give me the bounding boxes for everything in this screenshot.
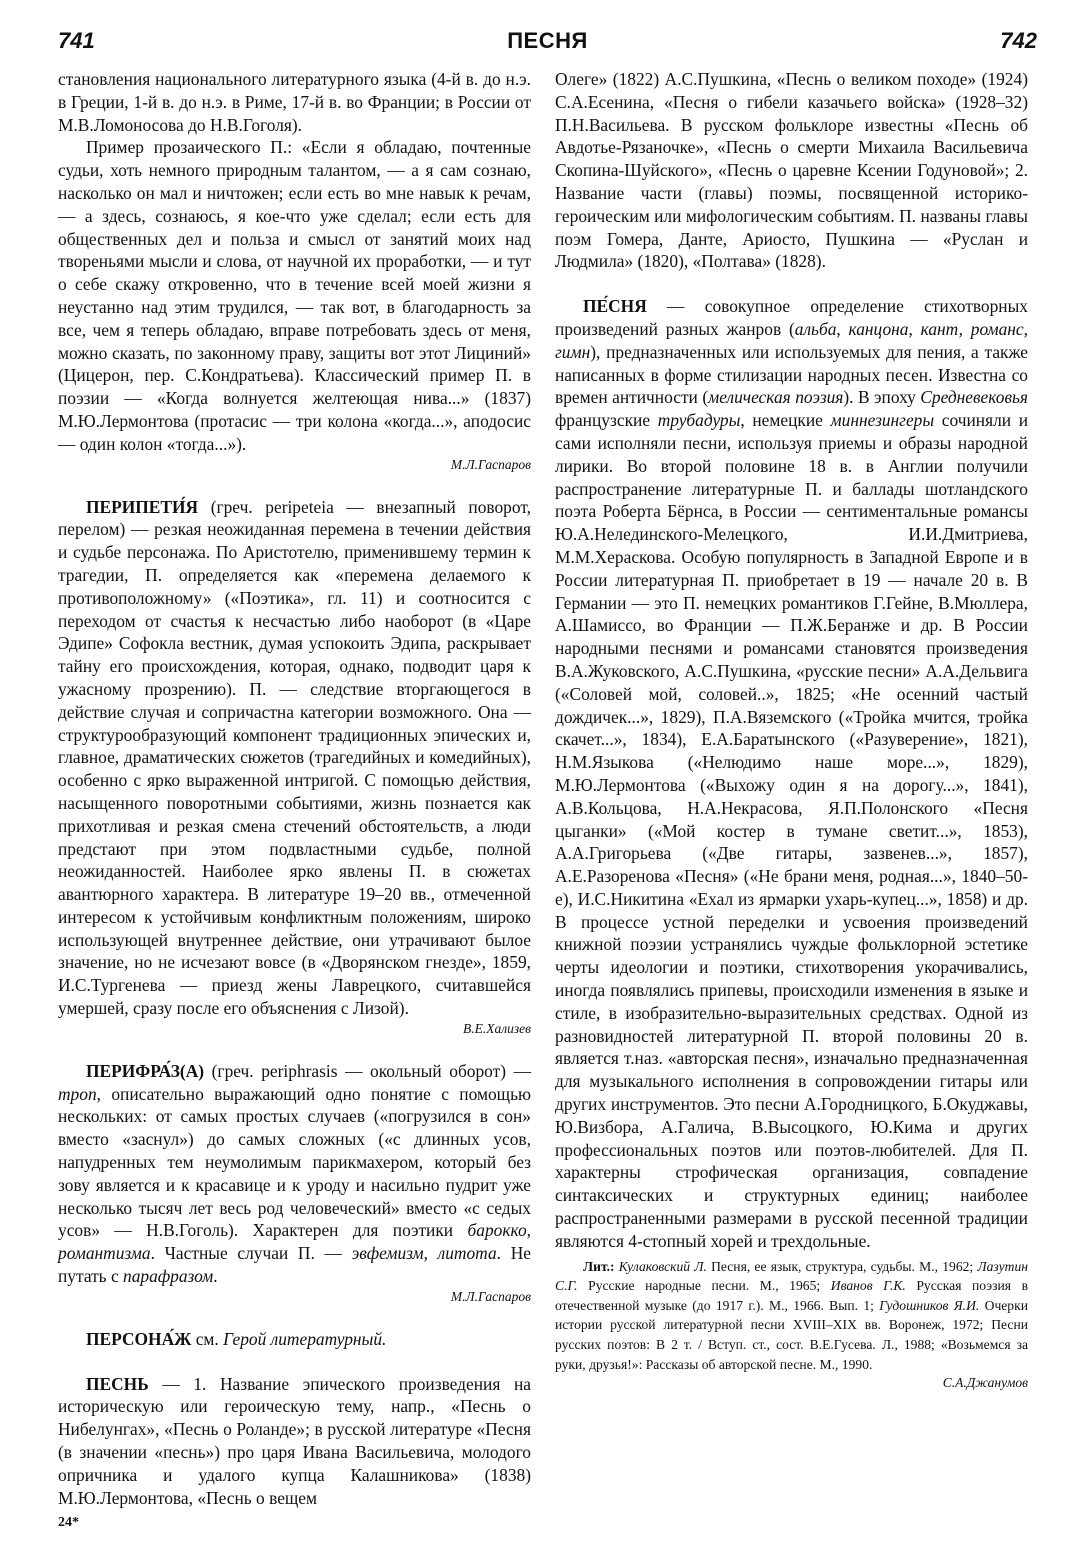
entry-headword: ПЕСНЬ: [86, 1373, 149, 1394]
author-signature: М.Л.Гаспаров: [450, 1288, 531, 1304]
signature-mark: 24*: [58, 1515, 79, 1530]
entry-text: — 1. Название эпического произведения на историческую или героическую тему, напр., «Песнь о Нибелунгах», «Песнь о Роланде»; в русской литературе «Песня (в значении «песнь») про царя Ивана Васильевича, молодого опричника и удалого купца Калашникова» (1838) М.Ю.Лермонтова, «Песнь о вещем: [58, 1373, 531, 1508]
entry-periphrasis: [58, 1060, 531, 1306]
bibliography-text: Песня, ее язык, структура, судьбы. М., 1962;: [706, 1258, 978, 1274]
bibliography-text: Русская поэзия в отечественной музыке (до 1917 г.). М., 1966. Вып. 1;: [555, 1278, 1028, 1313]
entry-text: .: [213, 1266, 218, 1287]
entry-headword: ПЕ́СНЯ: [583, 296, 647, 317]
cross-reference: Герой литературный.: [223, 1328, 387, 1349]
page-header: [58, 28, 1037, 62]
paragraph-text: Пример прозаического П.: «Если я обладаю, почтенные судьи, хоть немного природным талантом, — а я сам сознаю, насколько он мал и ничтожен; если есть во мне навык к речам, — а здесь, сознаюсь, я кое-что уже сделал; если есть для общественных дел и польза и смысл от занятий моих над твореньями мысли и слова, от научной их проработки, — и тут о себе скажу откровенно, что в течение всей моей жизни я неустанно над этим трудился, — так вот, в благодарность за все, чем я теперь обладаю, вправе потребовать здесь от меня, можно сказать, по законному праву, защиты вот этот Лициний» (Цицерон, пер. С.Кондратьева). Классический пример П. в поэзии — «Когда волнуется желтеющая нива...» (1837) М.Ю.Лермонтова (протасис — три колона «когда...», аподосис — один колон «тогда...»).: [58, 137, 531, 454]
cross-reference: барокко, романтизма: [58, 1220, 531, 1264]
left-column: [58, 68, 531, 1509]
entry-text: см.: [195, 1328, 224, 1349]
cross-reference: мелическая поэзия: [708, 387, 844, 408]
entry-text: ). В эпоху: [843, 387, 921, 408]
bibliography-label: Лит.:: [583, 1258, 615, 1274]
entry-text: (греч. periphrasis — окольный оборот) —: [211, 1060, 531, 1081]
cross-reference: трубадуры: [657, 410, 741, 431]
bibliography-author: Кулаковский Л.: [614, 1258, 707, 1274]
page-number-left: 741: [58, 28, 95, 53]
entry-personazh: [58, 1328, 531, 1351]
entry-pesn: [58, 1373, 531, 1510]
entry-headword: ПЕРИПЕТИ́Я: [86, 496, 199, 517]
entry-headword: ПЕРИФРА́З(А): [86, 1060, 205, 1081]
entry-peripeteia: [58, 496, 531, 1038]
entry-pesnya: [555, 295, 1028, 1252]
cross-reference: троп: [58, 1083, 97, 1104]
continued-paragraph: Олеге» (1822) А.С.Пушкина, «Песнь о великом походе» (1924) С.А.Есенина, «Песня о гибели казачьего войска» (1928–32) П.Н.Васильева. В русском фольклоре известны «Песнь об Авдотье-Рязаночке», «Песнь о смерти Михаила Васильевича Скопина-Шуйского», «Песнь о царевне Ксении Годуновой»; 2. Название части (главы) поэмы, посвященной историко-героическим или мифологическим событиям. П. названы главы поэм Гомера, Данте, Ариосто, Пушкина — «Руслан и Людмила» (1820), «Полтава» (1828).: [555, 69, 1028, 272]
bibliography-author: Иванов Г.К.: [830, 1278, 906, 1294]
cross-reference: Средневековья: [920, 387, 1028, 408]
continued-paragraph: становления национального литературного языка (4-й в. до н.э. в Греции, 1-й в. до н.э. в Риме, 17-й в. во Франции; в России от М.В.Ломоносова до Н.В.Гоголя).: [58, 69, 531, 135]
entry-text: , немецкие: [740, 410, 831, 431]
page-number-right: 742: [1000, 28, 1037, 53]
author-signature: С.А.Джанумов: [942, 1375, 1028, 1391]
entry-text: (греч. peripeteia — внезапный поворот, перелом) — резкая неожиданная перемена в течении действия и судьбе персонажа. По Аристотелю, применившему термин к трагедии, П. определяется как «перемена делаемого к противоположному» («Поэтика», гл. 11) и соотносится с переходом от счастья к несчастью либо наоборот (в «Царе Эдипе» Софокла вестник, думая успокоить Эдипа, раскрывает тайну его происхождения, которая, однако, подводит царя к ужасному прозрению). П. — следствие вторгающегося в действие случая и сопричастна категории возможного. Она — структурообразующий компонент традиционных эпических и, главное, драматических сюжетов (трагедийных и комедийных), особенно с ярко выраженной интригой. С помощью действия, насыщенного поворотными событиями, жизнь познается как прихотливая и резкая смена стечений обстоятельств, а люди предстают при этом подвластными судьбе, полной неожиданностей. Наиболее ярко явлены П. в сюжетах авантюрного характера. В литературе 19–20 вв., отмеченной интересом к устойчивым конфликтным положениям, широко использующей внутреннее действие, они утрачивают былое значение, но не исчезают вовсе (в «Дворянском гнезде», 1859, И.С.Тургенева — приезд жены Лаврецкого, считавшейся умершей, сразу после его объяснения с Лизой).: [58, 496, 531, 1019]
bibliography: [555, 1257, 1028, 1393]
cross-reference: эвфемизм, литота: [351, 1243, 497, 1264]
entry-text: сочиняли и сами исполняли песни, используя приемы и образы народной лирики. Во второй половине 18 в. в Англии получили распространение литературные П. и баллады шотландского поэта Роберта Бёрнса, в России — сентиментальные романсы Ю.А.Нелединского-Мелецкого, И.И.Дмитриева, М.М.Хераскова. Особую популярность в Западной Европе и в России литературная П. приобретает в 19 — начале 20 в. В Германии — это П. немецких романтиков Г.Гейне, В.Мюллера, А.Шамиссо, во Франции — П.Ж.Беранже и др. В России народными песнями и романсами становятся произведения В.А.Жуковского, А.С.Пушкина, «русские песни» А.А.Дельвига («Соловей мой, соловей..», 1825; «Не осенний частый дождичек...», 1829), П.А.Вяземского («Тройка мчится, тройка скачет...», 1834), Е.А.Баратынского («Разуверение», 1821), Н.М.Языкова («Нелюдимо наше море...», 1829), М.Ю.Лермонтова («Выхожу один я на дорогу...», 1841), А.В.Кольцова, Н.А.Некрасова, Я.П.Полонского «Песня цыганки» («Мой костер в тумане светит...», 1853), А.А.Григорьева («Две гитары, зазвенев...», 1857), А.Е.Разоренова «Песня» («Не брани меня, родная...», 1840–50-е), И.С.Никитина «Ехал из ярмарки ухарь-купец...», 1858) и др. В процессе устной переделки и усвоения произведений книжной поэзии устранялись чуждые фольклорной эстетике черты идеологии и поэтики, стихотворения укорачивались, иногда появлялись припевы, происходили изменения в языке и стиле, в изобразительно-выразительных средствах. Одной из разновидностей литературной П. второй половины 20 в. является т.наз. «авторская песня», изначально предназначенная для музыкального исполнения в сопровождении гитары или других инструментов. Это песни А.Городницкого, Б.Окуджавы, Ю.Визбора, А.Галича, В.Высоцкого, Ю.Кима и других профессиональных поэтов или поэтов-любителей. Для П. характерны строфическая организация, совпадение синтаксических и структурных единиц; наиболее распространенными размерами в русской песенной традиции являются 4-стопный хорей и трехдольные.: [555, 410, 1029, 1251]
author-signature: М.Л.Гаспаров: [450, 456, 531, 472]
right-column: [555, 68, 1028, 1392]
bibliography-author: Лазутин С.Г.: [555, 1258, 1028, 1294]
entry-text: ), предназначенных или используемых для пения, а также написанных в форме стилизации народных песен. Известна со времен античности (: [555, 341, 1028, 408]
entry-text: французские: [555, 410, 658, 431]
prose-example-paragraph: [58, 136, 531, 473]
entry-text: . Не путать с: [58, 1243, 531, 1287]
cross-reference: миннезингеры: [830, 410, 935, 431]
bibliography-text: Очерки истории русской литературной песни XVIII–XIX вв. Воронеж, 1972; Песни русских поэтов: В 2 т. / Вступ. ст., сост. В.Е.Гусева. Л., 1988; «Возьмемся за руки, друзья!»: Рассказы об авторской песне. М., 1990.: [555, 1297, 1028, 1372]
cross-reference: парафразом: [123, 1266, 214, 1287]
entry-headword: ПЕРСОНА́Ж: [86, 1328, 192, 1349]
entry-text: — совокупное определение стихотворных произведений разных жанров (: [555, 296, 1028, 339]
running-title: ПЕСНЯ: [507, 28, 588, 53]
bibliography-text: Русские народные песни. М., 1965;: [577, 1278, 831, 1294]
bibliography-author: Гудошников Я.И.: [879, 1297, 980, 1313]
entry-text: . Частные случаи П. —: [150, 1243, 352, 1264]
cross-reference: альба, канцона, кант, романс, гимн: [555, 318, 1028, 362]
author-signature: В.Е.Хализев: [463, 1020, 531, 1036]
entry-text: , описательно выражающий одно понятие с помощью нескольких: от самых простых случаев («погрузился в сон» вместо «заснул») до самых сложных («с длинных усов, напудренных тем неумолимым парикмахером, который без зову является и к красавице и к уроду и насильно пудрит уже несколько тысяч лет весь род человеческий» вместо «с седых усов» — Н.В.Гоголь). Характерен для поэтики: [58, 1083, 531, 1241]
